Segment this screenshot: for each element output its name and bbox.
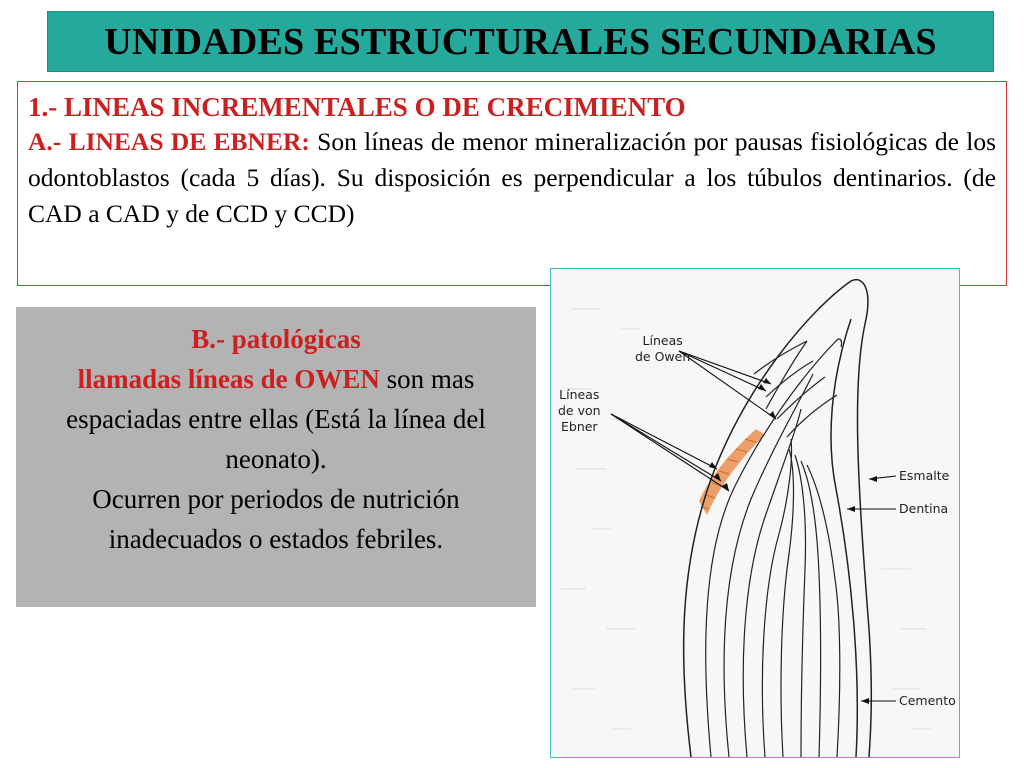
owen-text-1: son mas espaciadas entre ellas (Está la línea del neonato).	[66, 364, 486, 474]
owen-label-line-2: de Owen	[635, 349, 691, 364]
owen-label	[635, 333, 690, 365]
dentina-label: Dentina	[899, 501, 949, 516]
esmalte-label: Esmalte	[899, 468, 950, 483]
section-heading: 1.- LINEAS INCREMENTALES O DE CRECIMIENTO	[28, 92, 686, 122]
ebner-description	[28, 124, 996, 232]
ebner-lead: A.- LINEAS DE EBNER:	[28, 127, 310, 156]
owen-description	[30, 359, 522, 479]
ebner-body: Son líneas de menor mineralización por pausas fisiológicas de los odontoblastos (cada 5 días). Su disposición es perpendicular a los túbulos dentinarios. (de CAD a CAD y de CCD y CCD)	[28, 127, 996, 228]
ebner-label-line-3: Ebner	[560, 419, 598, 434]
pointer-lines	[611, 351, 896, 701]
slide-title: UNIDADES ESTRUCTURALES SECUNDARIAS	[104, 20, 937, 63]
title-bar	[47, 11, 994, 72]
ebner-label-line-1: Líneas	[559, 387, 600, 402]
cemento-label: Cemento	[899, 693, 956, 708]
tooth-outline	[684, 280, 872, 757]
pathologic-heading: B.- patológicas	[191, 324, 361, 354]
ebner-label	[558, 387, 601, 435]
ebner-label-line-2: de von	[558, 403, 601, 418]
tooth-diagram	[550, 268, 960, 758]
owen-label-line-1: Líneas	[642, 333, 683, 348]
owen-text-2: Ocurren por periodos de nutrición inadecuados o estados febriles.	[92, 484, 460, 554]
owen-name: llamadas líneas de OWEN	[77, 364, 380, 394]
owen-lines-box	[16, 307, 536, 607]
incremental-lines-box	[17, 81, 1007, 286]
growth-lines	[706, 339, 842, 757]
background-texture	[561, 309, 931, 729]
